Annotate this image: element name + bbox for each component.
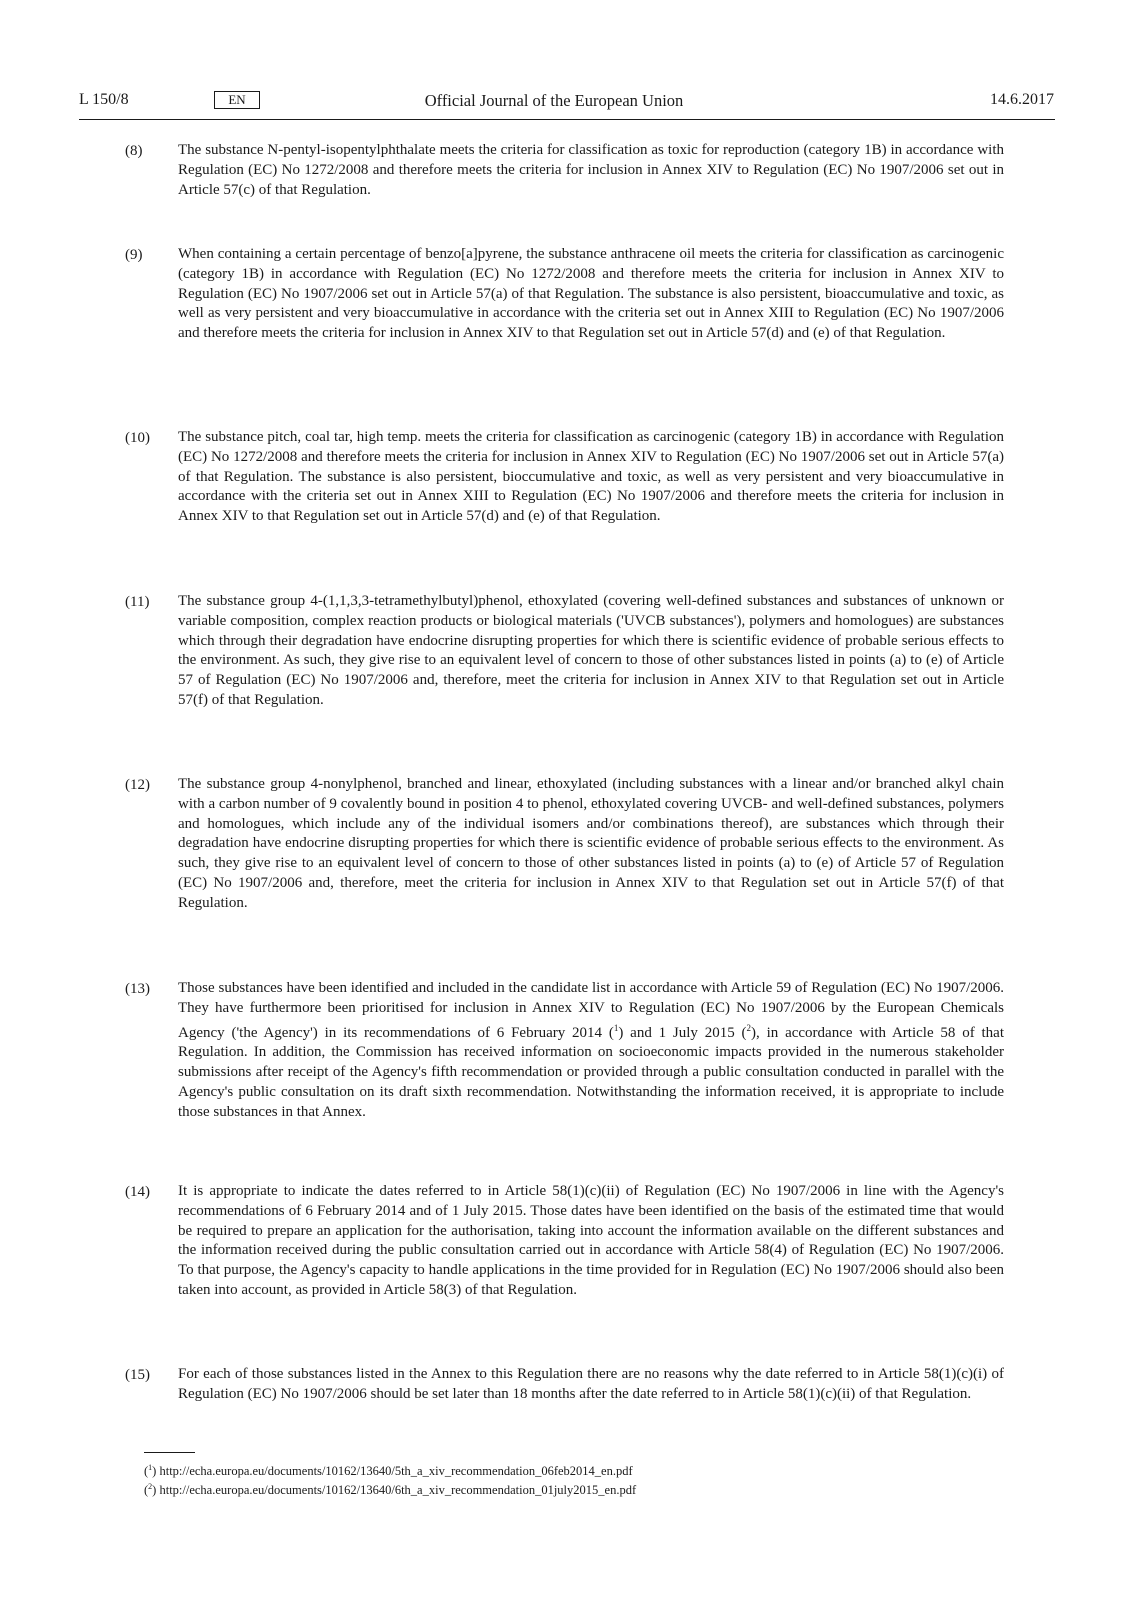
recital-text-part: ), in accordance with Article 58 of that Regulation. In addition, the Commission has received information on socioeconomic impacts provided in the numerous stakeholder submissions after receipt of the Agency's fifth recommendation or provided through a public consultation conducted in parallel with the Agency's public consultation on its draft sixth recommendation. Notwithstanding the information received, it is appropriate to include those substances in that Annex. <box>178 1024 1005 1120</box>
recital-text-part: Those substances have been identified and included in the candidate list in accordance with Article 59 of Regulation (EC) No 1907/2006. They have furthermore been prioritised for inclusion in Annex XIV to Regulation (EC) No 1907/2006 by the European Chemicals Agency ('the Agency') in its recommendations of 6 February 2014 ( <box>178 980 1004 1041</box>
recital-text: The substance N-pentyl-isopentylphthalate meets the criteria for classification as toxic for reproduction (category 1B) in accordance with Regulation (EC) No 1272/2008 and therefore meets the criteria for inclusion in Annex XIV to Regulation (EC) No 1907/2006 set out in Article 57(c) of that Regulation. <box>178 142 1004 198</box>
recital-number: (10) <box>125 430 150 446</box>
footnotes <box>144 1460 1044 1498</box>
footnote-ref[interactable]: 1 <box>613 1022 619 1033</box>
footnote-marker: 2 <box>148 1482 153 1492</box>
footnote-link[interactable]: http://echa.europa.eu/documents/10162/13640/5th_a_xiv_recommendation_06feb2014_en.pdf <box>159 1464 633 1479</box>
recital-number: (13) <box>125 981 150 997</box>
recital-text: For each of those substances listed in the Annex to this Regulation there are no reasons why the date referred to in Article 58(1)(c)(i) of Regulation (EC) No 1907/2006 should be set later than 18 months after the date referred to in Article 58(1)(c)(ii) of that Regulation. <box>178 1366 1004 1402</box>
page-reference: L 150/8 <box>79 91 129 108</box>
recital-number: (11) <box>125 594 150 610</box>
recital-text: The substance pitch, coal tar, high temp. meets the criteria for classification as carcinogenic (category 1B) in accordance with Regulation (EC) No 1272/2008 and therefore meets the criteria for inclusion in Annex XIV to Regulation (EC) No 1907/2006 set out in Article 57(a) of that Regulation. The substance is also persistent, bioccumulative and toxic, as well as very persistent and very bioaccumulative in accordance with the criteria set out in Annex XIII to Regulation (EC) No 1907/2006 and therefore meets the criteria for inclusion in Annex XIV to that Regulation set out in Article 57(d) and (e) of that Regulation. <box>178 429 1004 525</box>
page-header <box>0 91 1131 113</box>
recital-number: (8) <box>125 143 143 159</box>
recital-text: When containing a certain percentage of benzo[a]pyrene, the substance anthracene oil meets the criteria for classification as carcinogenic (category 1B) in accordance with Regulation (EC) No 1272/2008 and therefore meets the criteria for inclusion in Annex XIV to Regulation (EC) No 1907/2006 set out in Article 57(a) of that Regulation. The substance is also persistent, bioaccumulative and toxic, as well as very persistent and very bioaccumulative in accordance with the criteria set out in Annex XIII to Regulation (EC) No 1907/2006 and therefore meets the criteria for inclusion in Annex XIV to that Regulation set out in Article 57(d) and (e) of that Regulation. <box>178 246 1004 342</box>
recital-text: The substance group 4-nonylphenol, branched and linear, ethoxylated (including substances with a linear and/or branched alkyl chain with a carbon number of 9 covalently bound in position 4 to phenol, ethoxylated covering UVCB- and well-defined substances, polymers and homologues, which include any of the individual isomers and/or combinations thereof), are substances which through their degradation have endocrine disrupting properties for which there is scientific evidence of probable serious effects to the environment. As such, they give rise to an equivalent level of concern to those of other substances listed in points (a) to (e) of Article 57 of Regulation (EC) No 1907/2006 and, therefore, meet the criteria for inclusion in Annex XIV to that Regulation set out in Article 57(f) of that Regulation. <box>178 776 1004 911</box>
footnote-marker: 1 <box>148 1463 153 1472</box>
footnote-2: ($^2$) http://echa.europa.eu/documents/10162/13640/6th_a_xiv_recommendation_01july2015_en.pdf <box>144 1482 637 1498</box>
footnote-ref[interactable]: 2 <box>746 1022 752 1033</box>
journal-title: Official Journal of the European Union <box>424 91 684 110</box>
header-rule <box>79 119 1055 120</box>
recital-number: (9) <box>125 247 143 263</box>
recital-number: (12) <box>125 777 150 793</box>
recital-text-part: ) and 1 July 2015 ( <box>618 1024 747 1041</box>
recital-text: It is appropriate to indicate the dates referred to in Article 58(1)(c)(ii) of Regulation (EC) No 1907/2006 in line with the Agency's recommendations of 6 February 2014 and of 1 July 2015. Those dates have been identified on the basis of the estimated time that would be required to prepare an application for the authorisation, taking into account the information available on the different substances and the information received during the public consultation carried out in accordance with Article 58(4) of Regulation (EC) No 1907/2006. To that purpose, the Agency's capacity to handle applications in the time provided for in Regulation (EC) No 1907/2006 should also been taken into account, as provided in Article 58(3) of that Regulation. <box>178 1183 1004 1298</box>
recital-number: (15) <box>125 1367 150 1383</box>
footnote-link[interactable]: http://echa.europa.eu/documents/10162/13640/6th_a_xiv_recommendation_01july2015_en.pdf <box>159 1483 637 1498</box>
recital-text: The substance group 4-(1,1,3,3-tetramethylbutyl)phenol, ethoxylated (covering well-defined substances and substances of unknown or variable composition, complex reaction products or biological materials ('UVCB substances'), polymers and homologues) are substances which through their degradation have endocrine disrupting properties for which there is scientific evidence of probable serious effects to the environment. As such, they give rise to an equivalent level of concern to those of other substances listed in points (a) to (e) of Article 57 of Regulation (EC) No 1907/2006 and, therefore, meet the criteria for inclusion in Annex XIV to that Regulation set out in Article 57(f) of that Regulation. <box>178 593 1004 708</box>
footnote-1: ($^1$) http://echa.europa.eu/documents/10162/13640/5th_a_xiv_recommendation_06feb2014_en.pdf <box>144 1463 633 1479</box>
language-badge: EN <box>214 91 260 109</box>
recital-number: (14) <box>125 1184 150 1200</box>
publication-date: 14.6.2017 <box>990 91 1054 108</box>
footnote-rule <box>144 1452 195 1453</box>
recital-text <box>178 979 1004 1123</box>
